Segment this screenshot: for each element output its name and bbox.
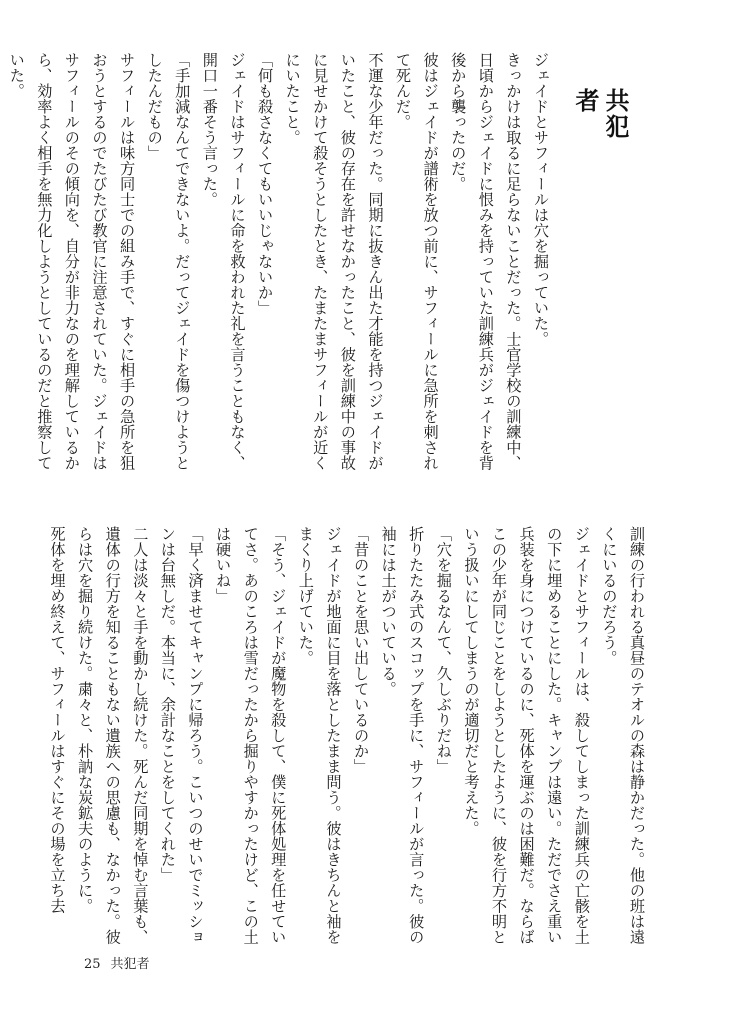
chapter-title: 共犯者: [571, 88, 630, 140]
paragraph: 訓練の行われる真昼のテオルの森は静かだった。他の班は遠くにいるのだろう。: [600, 526, 646, 945]
page-footer: [84, 953, 160, 971]
paragraph: ジェイドが地面に目を落としたまま問う。彼はきちんと袖をまくり上げていた。: [296, 526, 343, 945]
paragraph: 彼はジェイドが譜術を放つ前に、サフィールに急所を刺されて死んだ。: [394, 52, 440, 471]
paragraph: 「穴を掘るなんて、久しぶりだね」: [434, 526, 453, 774]
paragraph: 「そう、ジェイドが魔物を殺して、僕に死体処理を任せていてさ。あのころは雪だったから掘りやすかったけど、この土は硬いね」: [214, 526, 288, 945]
paragraph: 「何も殺さなくてもいいじゃないか」: [256, 52, 275, 316]
paragraph: サフィールは味方同士での組み手で、すぐに相手の急所を狙おうとするのでたびたび教官に注意されていた。ジェイドはサフィールのその傾向を、自分が非力なのを理解しているから、効率よく相手を無力化しようとしているのだと推察していた。: [7, 52, 137, 471]
paragraph: ジェイドはサフィールに命を救われた礼を言うこともなく、開口一番そう言った。: [200, 52, 247, 471]
paragraph: 不運な少年だった。同期に抜きん出た才能を持つジェイドがいたこと、彼の存在を許せなかったこと、彼を訓練中の事故に見せかけて殺そうとしたとき、たまたまサフィールが近くにいたこと。: [283, 52, 385, 471]
page-number: 25: [84, 957, 101, 972]
upper-text-block: [7, 52, 554, 472]
paragraph: 折りたたみ式のスコップを手に、サフィールが言った。彼の袖には土がついている。: [379, 526, 426, 945]
lower-text-block: [48, 526, 650, 946]
paragraph: ジェイドとサフィールは穴を掘っていた。: [532, 52, 550, 347]
running-title: 共犯者: [110, 957, 150, 972]
paragraph: きっかけは取るに足らないことだった。士官学校の訓練中、日頃からジェイドに恨みを持っていた訓練兵がジェイドを背後から襲ったのだ。: [449, 52, 523, 471]
paragraph: 二人は淡々と手を動かし続けた。死んだ同期を悼む言葉も、遺体の行方を知ることもない遺族への思慮も、なかった。彼らは穴を掘り続けた。粛々と、朴訥な炭鉱夫のように。: [76, 526, 150, 945]
paragraph: 「昔のことを思い出しているのか」: [352, 526, 371, 774]
paragraph: ジェイドとサフィールは、殺してしまった訓練兵の亡骸を土の下に埋めることにした。キャンプは遠い。ただでさえ重い兵装を身につけているのに、死体を運ぶのは困難だ。ならばこの少年が同じことをしようとしたように、彼を行方不明という扱いにしてしまうのが適切だと考えた。: [462, 526, 591, 945]
paragraph: 死体を埋め終えて、サフィールはすぐにその場を立ち去: [48, 526, 67, 914]
paragraph: 「早く済ませてキャンプに帰ろう。こいつのせいでミッションは台無しだ。本当に、余計なことをしてくれた」: [158, 526, 205, 945]
paragraph: 「手加減なんてできないよ。だってジェイドを傷つけようとしたんだもの」: [145, 52, 192, 471]
